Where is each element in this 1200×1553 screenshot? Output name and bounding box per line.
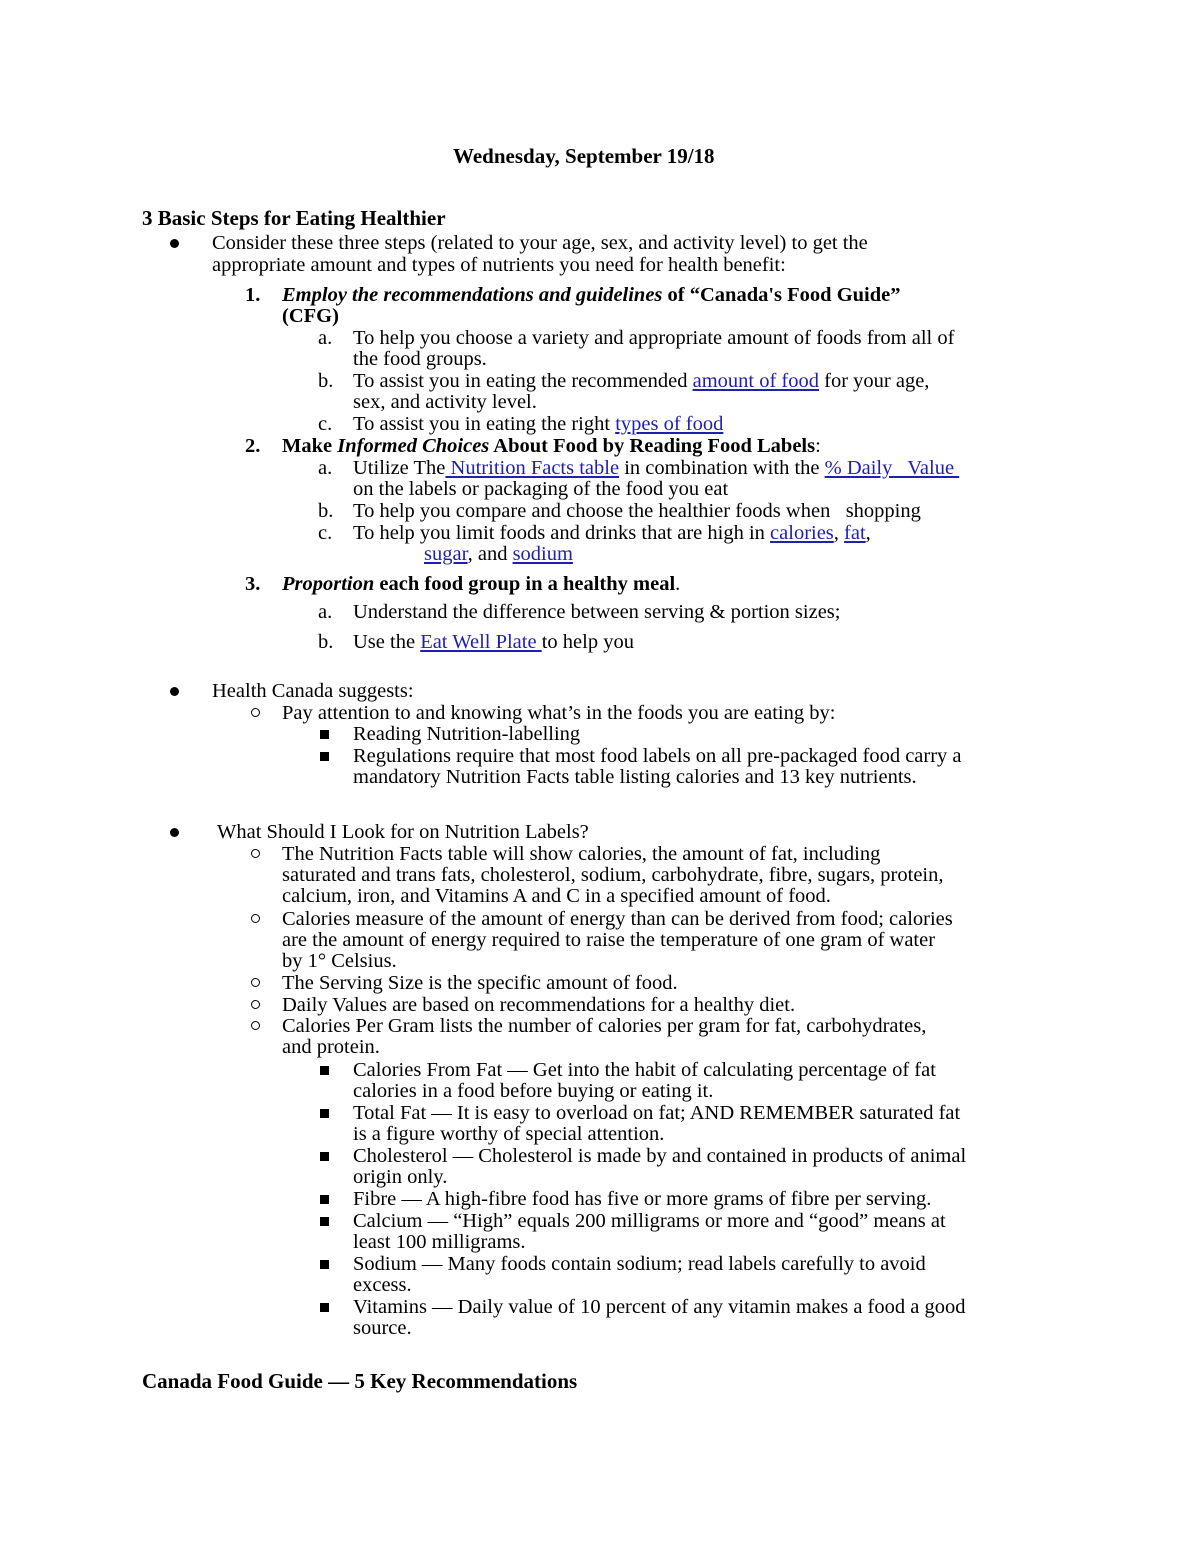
list-letter: a. (318, 327, 333, 349)
health-canada-item: Reading Nutrition-labelling (353, 723, 581, 745)
health-canada-bullet: Health Canada suggests: (212, 680, 414, 702)
bullet-square (320, 752, 329, 761)
health-canada-sub: Pay attention to and knowing what’s in the foods you are eating by: (282, 702, 836, 724)
section-heading-basic-steps: 3 Basic Steps for Eating Healthier (142, 206, 446, 230)
link-percent-daily-value[interactable]: % Daily Value (824, 457, 960, 479)
list-letter: a. (318, 457, 333, 479)
bullet-square (320, 1109, 329, 1118)
list-letter: b. (318, 631, 334, 653)
link-calories[interactable]: calories (770, 522, 834, 544)
link-sodium[interactable]: sodium (512, 543, 573, 565)
step1-title: Employ the recommendations and guidelines of “Canada's Food Guide” (282, 284, 901, 306)
bullet-square (320, 1217, 329, 1226)
labels-sub2-line2: are the amount of energy required to raise the temperature of one gram of water (282, 929, 936, 951)
health-canada-item-cont: mandatory Nutrition Facts table listing calories and 13 key nutrients. (353, 766, 917, 788)
health-canada-item: Regulations require that most food labels on all pre-packaged food carry a (353, 745, 962, 767)
bullet-square (320, 1303, 329, 1312)
bullet-square (320, 730, 329, 739)
link-amount-of-food[interactable]: amount of food (692, 370, 819, 392)
labels-sub1-line3: calcium, iron, and Vitamins A and C in a specified amount of food. (282, 885, 831, 907)
step2-a-line2: on the labels or packaging of the food you eat (353, 478, 729, 500)
bullet-circle (251, 1021, 260, 1030)
step2-c-line1: To help you limit foods and drinks that are high in calories, fat, (353, 522, 871, 544)
bullet-dot (170, 687, 179, 696)
labels-sub2-line3: by 1° Celsius. (282, 950, 397, 972)
labels-item-line: calories in a food before buying or eating it. (353, 1080, 714, 1102)
link-fat[interactable]: fat (844, 522, 866, 544)
labels-sub1-line1: The Nutrition Facts table will show calories, the amount of fat, including (282, 843, 881, 865)
labels-sub5-line1: Calories Per Gram lists the number of calories per gram for fat, carbohydrates, (282, 1015, 927, 1037)
labels-sub2-line1: Calories measure of the amount of energy than can be derived from food; calories (282, 908, 953, 930)
step1-b-line1: To assist you in eating the recommended amount of food for your age, (353, 370, 930, 392)
step-number: 2. (245, 435, 261, 457)
bullet-circle (251, 978, 260, 987)
step3-b-line: Use the Eat Well Plate to help you (353, 631, 634, 653)
labels-item-line: Calcium — “High” equals 200 milligrams or more and “good” means at (353, 1210, 946, 1232)
bullet-square (320, 1152, 329, 1161)
labels-sub5-line2: and protein. (282, 1036, 380, 1058)
labels-item-line: source. (353, 1317, 412, 1339)
step-number: 3. (245, 573, 261, 595)
step1-title-cont: (CFG) (282, 305, 339, 327)
step1-b-line2: sex, and activity level. (353, 391, 537, 413)
labels-item-line: origin only. (353, 1166, 448, 1188)
labels-sub4: Daily Values are based on recommendations for a healthy diet. (282, 994, 796, 1016)
bullet-circle (251, 708, 260, 717)
step1-c-line: To assist you in eating the right types of food (353, 413, 724, 435)
list-letter: b. (318, 500, 334, 522)
labels-item-line: excess. (353, 1274, 412, 1296)
step2-c-line2: sugar, and sodium (424, 543, 573, 565)
labels-item-line: Fibre — A high-fibre food has five or more grams of fibre per serving. (353, 1188, 932, 1210)
labels-bullet: What Should I Look for on Nutrition Labels? (217, 821, 589, 843)
step3-title: Proportion each food group in a healthy meal. (282, 573, 681, 595)
step1-a-line1: To help you choose a variety and appropriate amount of foods from all of (353, 327, 955, 349)
link-nutrition-facts-table[interactable]: Nutrition Facts table (445, 457, 620, 479)
step-number: 1. (245, 284, 261, 306)
labels-item-line: is a figure worthy of special attention. (353, 1123, 665, 1145)
labels-sub1-line2: saturated and trans fats, cholesterol, sodium, carbohydrate, fibre, sugars, protein, (282, 864, 944, 886)
labels-item-line: Sodium — Many foods contain sodium; read labels carefully to avoid (353, 1253, 926, 1275)
labels-item-line: Vitamins — Daily value of 10 percent of any vitamin makes a food a good (353, 1296, 966, 1318)
bullet-circle (251, 849, 260, 858)
labels-item-line: Cholesterol — Cholesterol is made by and contained in products of animal (353, 1145, 967, 1167)
step3-a-line: Understand the difference between serving & portion sizes; (353, 601, 841, 623)
labels-item-line: Calories From Fat — Get into the habit of calculating percentage of fat (353, 1059, 936, 1081)
labels-sub3: The Serving Size is the specific amount of food. (282, 972, 678, 994)
step1-a-line2: the food groups. (353, 348, 487, 370)
link-types-of-food[interactable]: types of food (615, 413, 724, 435)
bullet-square (320, 1195, 329, 1204)
link-sugar[interactable]: sugar (424, 543, 468, 565)
section-heading-key-recommendations: Canada Food Guide — 5 Key Recommendations (142, 1369, 578, 1393)
list-letter: c. (318, 413, 333, 435)
list-letter: a. (318, 601, 333, 623)
bullet-circle (251, 914, 260, 923)
labels-item-line: Total Fat — It is easy to overload on fat; AND REMEMBER saturated fat (353, 1102, 961, 1124)
bullet-square (320, 1260, 329, 1269)
bullet-dot (170, 239, 179, 248)
intro-line-2: appropriate amount and types of nutrients you need for health benefit: (212, 254, 786, 276)
step2-title: Make Informed Choices About Food by Reading Food Labels: (282, 435, 821, 457)
list-letter: c. (318, 522, 333, 544)
step2-a-line1: Utilize The Nutrition Facts table in combination with the % Daily Value (353, 457, 960, 479)
bullet-square (320, 1066, 329, 1075)
step2-b-line: To help you compare and choose the healthier foods when shopping (353, 500, 921, 522)
date-heading: Wednesday, September 19/18 (453, 144, 715, 168)
bullet-dot (170, 828, 179, 837)
intro-line-1: Consider these three steps (related to your age, sex, and activity level) to get the (212, 232, 868, 254)
bullet-circle (251, 1000, 260, 1009)
list-letter: b. (318, 370, 334, 392)
labels-item-line: least 100 milligrams. (353, 1231, 526, 1253)
link-eat-well-plate[interactable]: Eat Well Plate (420, 631, 542, 653)
